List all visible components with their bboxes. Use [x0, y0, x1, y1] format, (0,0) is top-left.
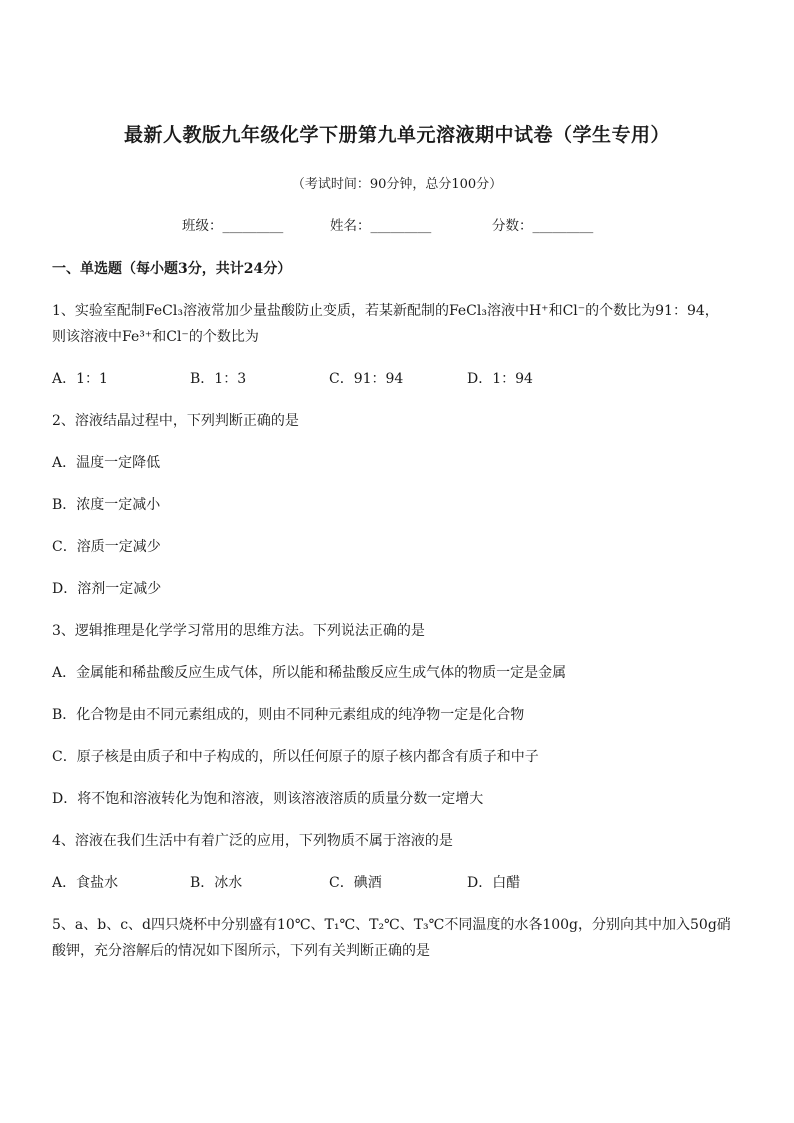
question-2-option-a: A．温度一定降低	[52, 455, 161, 471]
question-4-option-c: C．碘酒	[329, 875, 382, 891]
question-2-text: 2、溶液结晶过程中，下列判断正确的是	[52, 413, 299, 429]
question-4-option-a: A．食盐水	[52, 875, 119, 891]
question-1-text-line-1: 1、实验室配制FeCl₃溶液常加少量盐酸防止变质，若某新配制的FeCl₃溶液中H⁺和Cl⁻的个数比为91：94，	[52, 303, 719, 319]
section-title: 一、单选题（每小题3分，共计24分）	[52, 261, 292, 277]
question-1-text-line-2: 则该溶液中Fe³⁺和Cl⁻的个数比为	[52, 329, 259, 345]
page-title: 最新人教版九年级化学下册第九单元溶液期中试卷（学生专用）	[123, 124, 670, 146]
class-field: 班级：_________	[182, 218, 284, 234]
question-4-option-b: B．冰水	[190, 875, 243, 891]
question-2-option-d: D．溶剂一定减少	[52, 581, 162, 597]
question-4-text: 4、溶液在我们生活中有着广泛的应用，下列物质不属于溶液的是	[52, 833, 453, 849]
question-1-option-b: B．1：3	[190, 371, 247, 387]
question-4-option-d: D．白醋	[467, 875, 521, 891]
question-1-option-a: A．1：1	[52, 371, 108, 387]
name-field: 姓名：_________	[330, 218, 432, 234]
question-5-text-line-1: 5、a、b、c、d四只烧杯中分别盛有10℃、T₁℃、T₂℃、T₃℃不同温度的水各100g，分别向其中加入50g硝	[52, 917, 731, 933]
question-2-option-c: C．溶质一定减少	[52, 539, 161, 555]
question-3-option-d: D．将不饱和溶液转化为饱和溶液，则该溶液溶质的质量分数一定增大	[52, 791, 484, 807]
exam-info: （考试时间：90分钟，总分100分）	[291, 177, 503, 192]
question-1-option-d: D．1：94	[467, 371, 533, 387]
score-field: 分数：_________	[492, 218, 594, 234]
question-2-option-b: B．浓度一定减小	[52, 497, 161, 513]
question-3-option-c: C．原子核是由质子和中子构成的，所以任何原子的原子核内都含有质子和中子	[52, 749, 539, 765]
question-3-option-a: A．金属能和稀盐酸反应生成气体，所以能和稀盐酸反应生成气体的物质一定是金属	[52, 665, 567, 681]
question-3-option-b: B．化合物是由不同元素组成的，则由不同种元素组成的纯净物一定是化合物	[52, 707, 525, 723]
question-1-option-c: C．91：94	[329, 371, 404, 387]
question-5-text-line-2: 酸钾，充分溶解后的情况如下图所示，下列有关判断正确的是	[52, 943, 430, 959]
question-3-text: 3、逻辑推理是化学学习常用的思维方法。下列说法正确的是	[52, 623, 425, 639]
